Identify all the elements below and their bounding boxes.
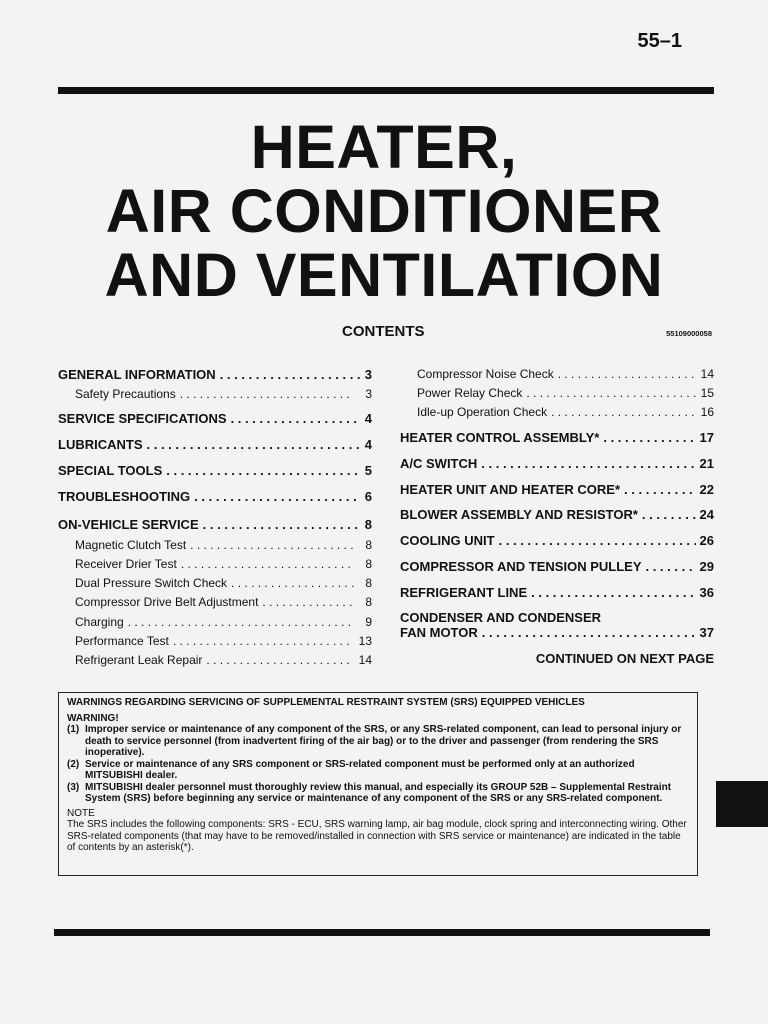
toc-page: 5 (364, 463, 372, 478)
dot-leader (181, 557, 354, 571)
dot-leader (499, 533, 696, 548)
warning-title: WARNINGS REGARDING SERVICING OF SUPPLEMENTAL RESTRAINT SYSTEM (SRS) EQUIPPED VEHICLES (67, 697, 585, 708)
toc-label: REFRIGERANT LINE (400, 585, 528, 600)
toc-entry-compressor-noise-check[interactable] (400, 367, 714, 381)
dot-leader (603, 430, 695, 445)
toc-page: 8 (365, 557, 372, 571)
toc-page: 21 (699, 456, 714, 471)
toc-entry-charging[interactable] (58, 615, 372, 629)
toc-page: 4 (364, 437, 372, 452)
srs-warning-box (58, 692, 698, 876)
toc-entry-compressor-and-tension-pulley[interactable] (400, 559, 714, 574)
toc-page: 8 (365, 538, 372, 552)
note-text: The SRS includes the following components: SRS - ECU, SRS warning lamp, air bag module, clock spring and interconnecting wiring. Other SRS-related components (that may have to be removed/installed in connection with SRS service or maintenance) are indicated in the table of contents by an asterisk(*). (67, 819, 687, 853)
toc-page: 24 (699, 507, 714, 522)
toc-label: HEATER UNIT AND HEATER CORE* (400, 482, 621, 497)
toc-label: Refrigerant Leak Repair (75, 653, 203, 667)
dot-leader (194, 489, 361, 504)
toc-label: Safety Precautions (75, 387, 176, 401)
toc-page: 17 (699, 430, 714, 445)
toc-label: SPECIAL TOOLS (58, 463, 163, 478)
toc-page: 13 (358, 634, 372, 648)
toc-entry-heater-unit-and-heater-core[interactable] (400, 482, 714, 497)
toc-page: 16 (700, 405, 714, 419)
warning-item-text: Service or maintenance of any SRS component or SRS-related component must be performed only at an authorized MITSUBISHI dealer. (85, 758, 635, 781)
toc-label: Power Relay Check (417, 386, 523, 400)
toc-page: 4 (364, 411, 372, 426)
toc-entry-ac-switch[interactable] (400, 456, 714, 471)
bottom-rule (54, 929, 710, 936)
dot-leader (173, 634, 354, 648)
dot-leader (180, 387, 354, 401)
title-line-2: AIR CONDITIONER (105, 177, 663, 245)
toc-label: ON-VEHICLE SERVICE (58, 517, 199, 532)
toc-page: 8 (365, 576, 372, 590)
dot-leader (231, 576, 354, 590)
dot-leader (128, 615, 354, 629)
dot-leader (262, 595, 354, 609)
note-label: NOTE (67, 807, 95, 819)
toc-page: 8 (365, 595, 372, 609)
toc-entry-power-relay-check[interactable] (400, 386, 714, 400)
toc-label: COMPRESSOR AND TENSION PULLEY (400, 559, 642, 574)
document-title (0, 115, 768, 307)
toc-entry-compressor-drive-belt-adjustment[interactable] (58, 595, 372, 609)
toc-entry-receiver-drier-test[interactable] (58, 557, 372, 571)
toc-label: Compressor Drive Belt Adjustment (75, 595, 259, 609)
dot-leader (642, 507, 696, 522)
toc-page: 3 (364, 367, 372, 382)
dot-leader (481, 456, 695, 471)
toc-label: Performance Test (75, 634, 169, 648)
toc-page: 26 (699, 533, 714, 548)
toc-page: 14 (358, 653, 372, 667)
toc-entry-special-tools[interactable] (58, 463, 372, 478)
toc-page: 36 (699, 585, 714, 600)
warning-item-3 (67, 782, 691, 805)
top-rule (58, 87, 714, 94)
toc-label: Idle-up Operation Check (417, 405, 548, 419)
toc-label: COOLING UNIT (400, 533, 495, 548)
document-code: 55109000058 (666, 329, 712, 338)
toc-entry-refrigerant-leak-repair[interactable] (58, 653, 372, 667)
toc-label: A/C SWITCH (400, 456, 478, 471)
dot-leader (645, 559, 695, 574)
dot-leader (203, 517, 361, 532)
toc-label: TROUBLESHOOTING (58, 489, 191, 504)
toc-entry-cooling-unit[interactable] (400, 533, 714, 548)
page-number: 55–1 (637, 30, 682, 52)
warning-label: WARNING! (67, 712, 119, 724)
section-tab-marker (716, 781, 768, 827)
toc-entry-general-information[interactable] (58, 367, 372, 382)
toc-entry-fan-motor[interactable] (400, 625, 714, 640)
toc-page: 6 (364, 489, 372, 504)
dot-leader (482, 625, 696, 640)
toc-entry-troubleshooting[interactable] (58, 489, 372, 504)
toc-label: FAN MOTOR (400, 625, 478, 640)
toc-label: BLOWER ASSEMBLY AND RESISTOR* (400, 507, 638, 522)
toc-entry-performance-test[interactable] (58, 634, 372, 648)
toc-page: 8 (364, 517, 372, 532)
toc-page: 9 (365, 615, 372, 629)
toc-entry-dual-pressure-switch-check[interactable] (58, 576, 372, 590)
toc-page: 29 (699, 559, 714, 574)
toc-page: 14 (700, 367, 714, 381)
toc-label: GENERAL INFORMATION (58, 367, 216, 382)
toc-entry-heater-control-assembly[interactable] (400, 430, 714, 445)
dot-leader (558, 367, 696, 381)
contents-heading: CONTENTS (342, 323, 425, 340)
toc-entry-service-specifications[interactable] (58, 411, 372, 426)
dot-leader (231, 411, 361, 426)
dot-leader (190, 538, 354, 552)
toc-page: 22 (699, 482, 714, 497)
toc-entry-magnetic-clutch-test[interactable] (58, 538, 372, 552)
toc-page: 37 (699, 625, 714, 640)
toc-entry-condenser-line-1[interactable]: CONDENSER AND CONDENSER (400, 610, 602, 625)
dot-leader (166, 463, 361, 478)
toc-label: Dual Pressure Switch Check (75, 576, 228, 590)
title-line-1: HEATER, (250, 113, 518, 181)
toc-page: 3 (365, 387, 372, 401)
toc-entry-refrigerant-line[interactable] (400, 585, 714, 600)
dot-leader (220, 367, 361, 382)
dot-leader (206, 653, 354, 667)
toc-label: HEATER CONTROL ASSEMBLY* (400, 430, 600, 445)
warning-item-text: Improper service or maintenance of any component of the SRS, or any SRS-related component, can lead to personal injury or death to service personnel (from inadvertent firing of the air bag) or to the driver and passenger (from rendering the SRS inoperative). (85, 724, 682, 758)
toc-entry-blower-assembly-and-resistor[interactable] (400, 507, 714, 522)
toc-label: Compressor Noise Check (417, 367, 554, 381)
dot-leader (551, 405, 696, 419)
toc-entry-safety-precautions[interactable] (58, 387, 372, 401)
toc-label: LUBRICANTS (58, 437, 143, 452)
dot-leader (526, 386, 696, 400)
toc-label: Receiver Drier Test (75, 557, 177, 571)
toc-label: Charging (75, 615, 124, 629)
warning-item-2 (67, 759, 691, 782)
title-line-3: AND VENTILATION (104, 241, 664, 309)
toc-entry-idle-up-operation-check[interactable] (400, 405, 714, 419)
toc-entry-on-vehicle-service[interactable] (58, 517, 372, 532)
toc-label: Magnetic Clutch Test (75, 538, 187, 552)
toc-page: 15 (700, 386, 714, 400)
warning-item-number: (2) (67, 758, 80, 770)
warning-item-number: (1) (67, 724, 80, 735)
toc-entry-lubricants[interactable] (58, 437, 372, 452)
warning-item-number: (3) (67, 781, 80, 793)
toc-label: SERVICE SPECIFICATIONS (58, 411, 227, 426)
dot-leader (147, 437, 361, 452)
warning-item-text: MITSUBISHI dealer personnel must thoroughly review this manual, and especially its GROUP 52B – Supplemental Restraint System (SRS) before beginning any service or maintenance of any component of the SRS or any SRS-related component. (85, 781, 672, 804)
dot-leader (531, 585, 695, 600)
warning-item-1 (67, 724, 691, 759)
dot-leader (624, 482, 695, 497)
continued-on-next-page: CONTINUED ON NEXT PAGE (535, 651, 714, 666)
